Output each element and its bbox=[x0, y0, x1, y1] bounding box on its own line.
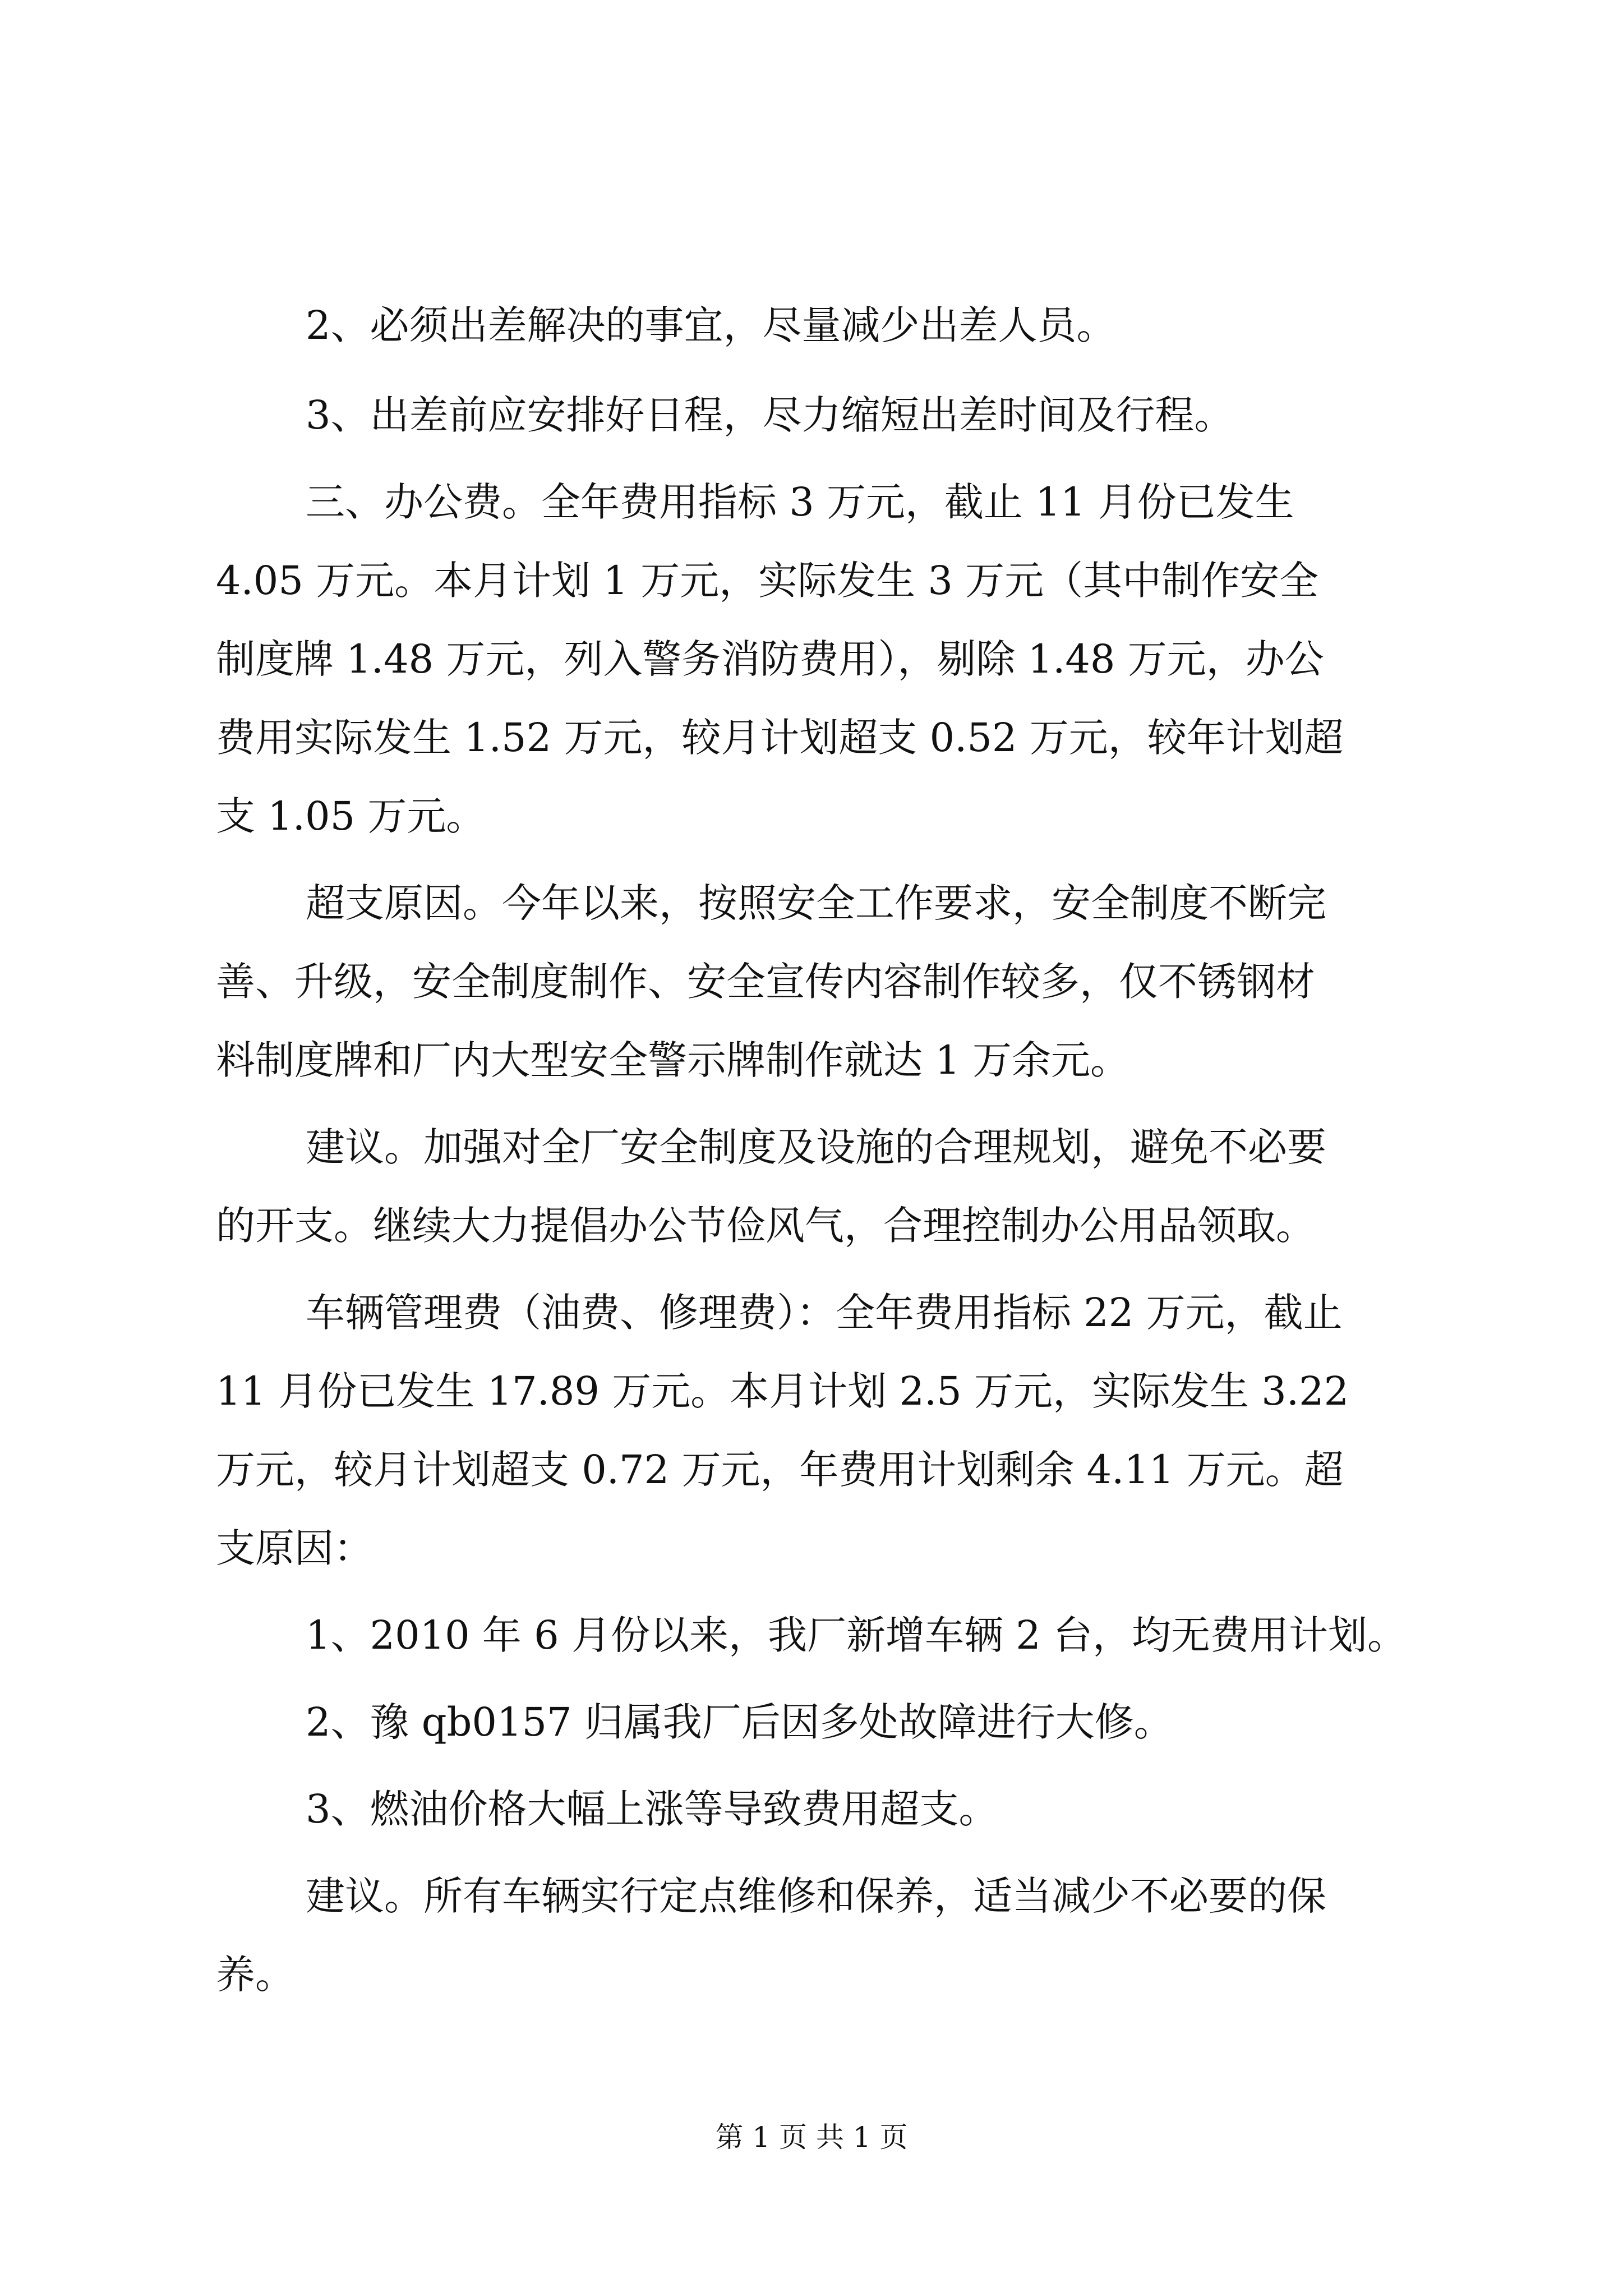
text-line: 建议。加强对全厂安全制度及设施的合理规划，避免不必要 bbox=[306, 1124, 1326, 1170]
text-line: 三、办公费。全年费用指标 3 万元，截止 11 月份已发生 bbox=[306, 479, 1294, 525]
text-line: 3、燃油价格大幅上涨等导致费用超支。 bbox=[306, 1786, 998, 1832]
text-line: 车辆管理费（油费、修理费）：全年费用指标 22 万元，截止 bbox=[306, 1290, 1343, 1336]
text-line: 制度牌 1.48 万元，列入警务消防费用），剔除 1.48 万元，办公 bbox=[216, 636, 1324, 682]
text-line: 料制度牌和厂内大型安全警示牌制作就达 1 万余元。 bbox=[216, 1037, 1130, 1083]
text-line: 3、出差前应安排好日程，尽力缩短出差时间及行程。 bbox=[306, 392, 1234, 438]
text-line: 支原因： bbox=[216, 1525, 373, 1571]
text-line: 费用实际发生 1.52 万元，较月计划超支 0.52 万元，较年计划超 bbox=[216, 715, 1344, 761]
text-line: 11 月份已发生 17.89 万元。本月计划 2.5 万元，实际发生 3.22 bbox=[216, 1368, 1349, 1414]
text-line: 的开支。继续大力提倡办公节俭风气，合理控制办公用品领取。 bbox=[216, 1203, 1315, 1249]
text-line: 支 1.05 万元。 bbox=[216, 793, 486, 839]
text-line: 2、必须出差解决的事宜，尽量减少出差人员。 bbox=[306, 302, 1116, 348]
text-line: 养。 bbox=[216, 1952, 294, 1998]
text-line: 1、2010 年 6 月份以来，我厂新增车辆 2 台，均无费用计划。 bbox=[306, 1612, 1407, 1658]
text-line: 建议。所有车辆实行定点维修和保养，适当减少不必要的保 bbox=[306, 1873, 1326, 1919]
text-line: 4.05 万元。本月计划 1 万元，实际发生 3 万元（其中制作安全 bbox=[216, 558, 1319, 604]
text-line: 万元，较月计划超支 0.72 万元，年费用计划剩余 4.11 万元。超 bbox=[216, 1447, 1344, 1493]
text-line: 超支原因。今年以来，按照安全工作要求，安全制度不断完 bbox=[306, 880, 1326, 926]
text-line: 2、豫 qb0157 归属我厂后因多处故障进行大修。 bbox=[306, 1699, 1173, 1745]
text-line: 善、升级，安全制度制作、安全宣传内容制作较多，仅不锈钢材 bbox=[216, 959, 1315, 1005]
page-footer: 第 1 页 共 1 页 bbox=[715, 2121, 908, 2154]
